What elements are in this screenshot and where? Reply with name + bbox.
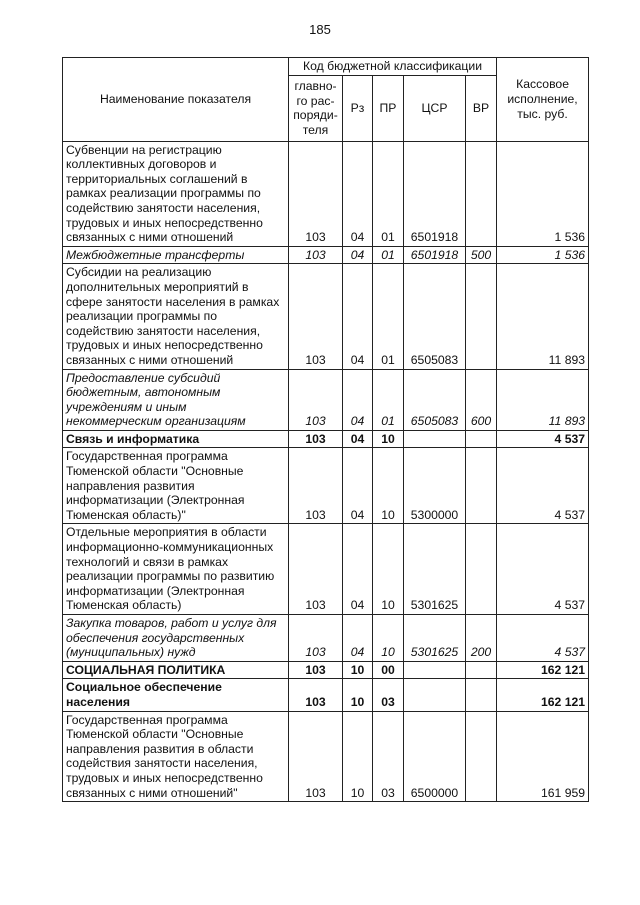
table-row [63,448,589,524]
row-vr: 600 [466,369,497,430]
row-pr: 01 [373,369,404,430]
row-pr: 10 [373,524,404,615]
row-rz: 04 [343,448,373,524]
row-name: Субсидии на реализацию дополнительных мероприятий в сфере занятости населения в рамках реализации программы по содействию занятости населения, трудовых и иных непосредственно связанных с ними отношений [63,264,289,369]
row-vr [466,430,497,448]
row-pr: 03 [373,679,404,711]
row-vr [466,661,497,679]
header-code-group: Код бюджетной классификации [289,58,497,76]
row-amount: 11 893 [497,369,589,430]
row-csr: 6505083 [404,264,466,369]
table-row [63,430,589,448]
row-name: Предоставление субсидий бюджетным, автономным учреждениям и иным некоммерческим организациям [63,369,289,430]
row-admin: 103 [289,264,343,369]
table-row [63,264,589,369]
table-row [63,246,589,264]
row-amount: 4 537 [497,615,589,662]
table-row [63,661,589,679]
row-rz: 04 [343,430,373,448]
row-csr: 6501918 [404,246,466,264]
row-rz: 04 [343,264,373,369]
row-csr: 5301625 [404,524,466,615]
table-row [63,524,589,615]
row-vr: 200 [466,615,497,662]
header-name: Наименование показателя [63,58,289,142]
row-admin: 103 [289,369,343,430]
row-amount: 4 537 [497,430,589,448]
row-admin: 103 [289,448,343,524]
row-amount: 4 537 [497,524,589,615]
table-row [63,679,589,711]
table-row [63,615,589,662]
row-name: СОЦИАЛЬНАЯ ПОЛИТИКА [63,661,289,679]
row-pr: 01 [373,141,404,246]
table-row [63,141,589,246]
row-name: Государственная программа Тюменской области "Основные направления развития информатизации (Электронная Тюменская область)" [63,448,289,524]
row-admin: 103 [289,661,343,679]
row-pr: 01 [373,264,404,369]
row-rz: 04 [343,615,373,662]
row-vr [466,524,497,615]
header-csr: ЦСР [404,75,466,141]
row-amount: 162 121 [497,679,589,711]
header-admin: главно-го рас-поряди-теля [289,75,343,141]
page-number: 185 [309,22,331,37]
row-csr: 6500000 [404,711,466,802]
row-admin: 103 [289,141,343,246]
row-amount: 161 959 [497,711,589,802]
row-name: Межбюджетные трансферты [63,246,289,264]
row-rz: 04 [343,141,373,246]
row-amount: 162 121 [497,661,589,679]
budget-table [62,57,589,802]
row-pr: 00 [373,661,404,679]
row-amount: 1 536 [497,141,589,246]
row-pr: 10 [373,430,404,448]
row-csr [404,679,466,711]
row-rz: 04 [343,369,373,430]
row-pr: 10 [373,615,404,662]
row-pr: 03 [373,711,404,802]
row-vr [466,141,497,246]
row-vr [466,679,497,711]
row-admin: 103 [289,711,343,802]
row-csr: 6505083 [404,369,466,430]
row-name: Субвенции на регистрацию коллективных договоров и территориальных соглашений в рамках реализации программы по содействию занятости населения, трудовых и иных непосредственно связанных с ними отношений [63,141,289,246]
row-name: Связь и информатика [63,430,289,448]
row-admin: 103 [289,679,343,711]
row-csr [404,430,466,448]
row-csr: 6501918 [404,141,466,246]
row-csr: 5301625 [404,615,466,662]
row-vr [466,448,497,524]
row-rz: 10 [343,661,373,679]
row-pr: 10 [373,448,404,524]
row-csr: 5300000 [404,448,466,524]
row-admin: 103 [289,246,343,264]
row-admin: 103 [289,430,343,448]
row-rz: 10 [343,679,373,711]
row-vr: 500 [466,246,497,264]
table-row [63,369,589,430]
row-vr [466,264,497,369]
row-rz: 04 [343,524,373,615]
row-name: Закупка товаров, работ и услуг для обеспечения государственных (муниципальных) нужд [63,615,289,662]
header-pr: ПР [373,75,404,141]
row-amount: 4 537 [497,448,589,524]
header-amount: Кассовое исполнение, тыс. руб. [497,58,589,142]
header-vr: ВР [466,75,497,141]
row-name: Социальное обеспечение населения [63,679,289,711]
row-csr [404,661,466,679]
row-admin: 103 [289,524,343,615]
row-admin: 103 [289,615,343,662]
row-vr [466,711,497,802]
table-row [63,711,589,802]
row-amount: 1 536 [497,246,589,264]
row-rz: 10 [343,711,373,802]
header-rz: Рз [343,75,373,141]
row-name: Отдельные мероприятия в области информационно-коммуникационных технологий и связи в рамках реализации программы по развитию информатизации (Электронная Тюменская область) [63,524,289,615]
row-pr: 01 [373,246,404,264]
row-amount: 11 893 [497,264,589,369]
row-rz: 04 [343,246,373,264]
row-name: Государственная программа Тюменской области "Основные направления развития в области содействия занятости населения, трудовых и иных непосредственно связанных с ними отношений" [63,711,289,802]
